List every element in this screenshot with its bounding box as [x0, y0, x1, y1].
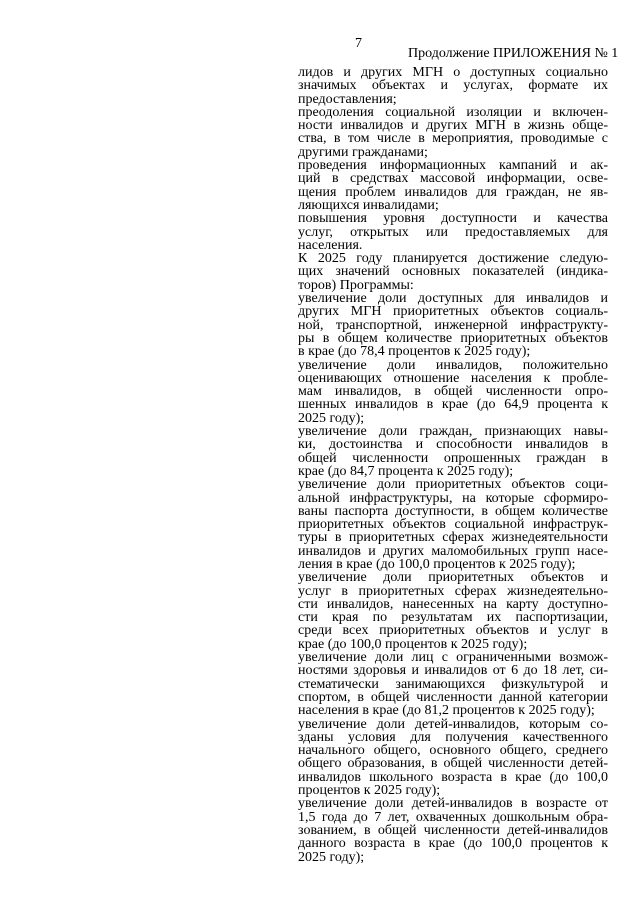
text-line: оценивающих отношение населения к пробле-	[298, 370, 608, 386]
text-line: проведения информационных кампаний и ак-	[298, 158, 608, 174]
text-line: увеличение доли инвалидов, положительно	[298, 357, 608, 373]
text-line: ки, достоинства и способности инвалидов в	[298, 437, 608, 453]
page-number: 7	[355, 36, 362, 51]
text-line: увеличение доли приоритетных объектов и	[298, 570, 608, 586]
text-line: стематически занимающихся физкультурой и	[298, 676, 608, 692]
text-line: мам инвалидов, в общей численности опро-	[298, 384, 608, 400]
text-line: спортом, в общей численности данной категории	[298, 689, 608, 705]
text-line: услуг, открытых или предоставляемых для	[298, 224, 608, 240]
text-line: ры в общем количестве приоритетных объектов	[298, 330, 608, 346]
text-line: 1,5 года до 7 лет, охваченных дошкольным обра-	[298, 809, 608, 825]
text-line: сти края по результатам их паспортизации,	[298, 610, 608, 626]
text-line: лидов и других МГН о доступных социально	[298, 65, 608, 80]
text-line: 2025 году);	[298, 410, 365, 426]
body-text	[298, 66, 608, 864]
text-line: приоритетных объектов социальной инфраструк-	[298, 517, 608, 533]
text-line: ной, транспортной, инженерной инфраструкту-	[298, 317, 608, 333]
text-line: щих значений основных показателей (индика-	[298, 264, 608, 280]
text-line: ления в крае (до 100,0 процентов к 2025 году);	[298, 556, 576, 572]
text-line: услуг в приоритетных сферах жизнедеятельно-	[298, 583, 608, 599]
text-line: альной инфраструктуры, на которые сформиро-	[298, 490, 608, 506]
text-line: К 2025 году планируется достижение следую-	[298, 251, 608, 267]
text-line: общей численности опрошенных граждан в	[298, 450, 608, 466]
text-line: крае (до 84,7 процента к 2025 году);	[298, 463, 514, 479]
text-line: ностями здоровья и инвалидов от 6 до 18 лет, си-	[298, 663, 608, 679]
text-line: инвалидов школьного возраста в крае (до 100,0	[298, 769, 608, 785]
text-line: ваны паспорта доступности, в общем количестве	[298, 503, 608, 519]
text-line: щения проблем инвалидов для граждан, не яв-	[298, 184, 608, 200]
text-line: значимых объектах и услугах, формате их	[298, 78, 608, 94]
text-line: туры в приоритетных сферах жизнедеятельности	[298, 530, 608, 546]
continuation-header: Продолжение ПРИЛОЖЕНИЯ № 1	[408, 46, 619, 61]
text-line: шенных инвалидов в крае (до 64,9 процента к	[298, 397, 608, 413]
text-line: ности инвалидов и других МГН в жизнь обще-	[298, 118, 608, 134]
text-line: крае (до 100,0 процентов к 2025 году);	[298, 636, 528, 652]
text-line: начального общего, основного общего, среднего	[298, 743, 608, 759]
text-line: процентов к 2025 году);	[298, 783, 441, 799]
text-line: ства, в том числе в мероприятия, проводимые с	[298, 131, 608, 147]
text-line: увеличение доли граждан, признающих навы-	[298, 424, 608, 440]
text-line: сти инвалидов, нанесенных на карту доступно-	[298, 596, 608, 612]
text-line: увеличение доли доступных для инвалидов и	[298, 291, 608, 307]
text-line: ций в средствах массовой информации, осве-	[298, 171, 608, 187]
text-line: увеличение доли лиц с ограниченными возмож-	[298, 650, 608, 666]
text-line: преодоления социальной изоляции и включен-	[298, 104, 608, 120]
text-line: торов) Программы:	[298, 277, 414, 293]
text-line: другими гражданами;	[298, 144, 428, 160]
text-line: других МГН приоритетных объектов социаль-	[298, 304, 608, 320]
text-line: предоставления;	[298, 91, 397, 107]
text-line: зованием, в общей численности детей-инвалидов	[298, 822, 608, 838]
text-line: увеличение доли детей-инвалидов, которым со-	[298, 716, 608, 732]
text-line: 2025 году);	[298, 849, 365, 865]
text-line: увеличение доли приоритетных объектов соци-	[298, 477, 608, 493]
text-line: среди всех приоритетных объектов и услуг в	[298, 623, 608, 639]
text-line: в крае (до 78,4 процентов к 2025 году);	[298, 344, 531, 360]
text-line: зданы условия для получения качественного	[298, 729, 608, 745]
text-line: повышения уровня доступности и качества	[298, 211, 608, 227]
text-line: увеличение доли детей-инвалидов в возрасте от	[298, 796, 608, 812]
text-line: ляющихся инвалидами;	[298, 197, 439, 213]
text-line: общего образования, в общей численности детей-	[298, 756, 608, 772]
text-line: населения в крае (до 81,2 процентов к 2025 году);	[298, 703, 595, 719]
text-line: населения.	[298, 237, 363, 253]
text-line: данного возраста в крае (до 100,0 процентов к	[298, 836, 608, 852]
text-line: инвалидов и других маломобильных групп насе-	[298, 543, 608, 559]
